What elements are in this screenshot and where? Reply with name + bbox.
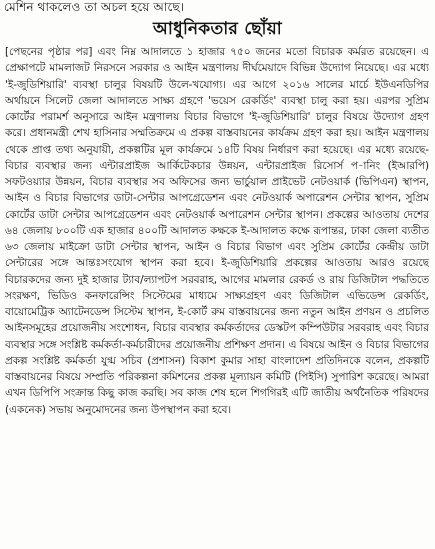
article-body-text: এবং নিম্ন আদালতে ১ হাজার ৭৫০ জনের মতো বিচারক কর্মরত রয়েছেন। এ প্রেক্ষাপটে মামলাজট নিরসনে সরকার ও আইন মন্ত্রণালয় দীর্ঘমেয়াদে বিভিন্ন উদ্যোগ নিয়েছে। এর মধ্যে 'ই-জুডিশিয়ারি' ব্যবস্থা চালুর বিষয়টি উলে-খযোগ্য। এর আগে ২০১৬ সালের মার্চে ইউএনডিপির অর্থায়নে সিলেট জেলা আদালতে সাক্ষ্য গ্রহণে 'ভয়েস রেকর্ডিং' ব্যবস্থা চালু করা হয়। এরপর সুপ্রিম কোর্টের পরামর্শ অনুসারে আইন মন্ত্রণালয় বিচার বিভাগে 'ই-জুডিশিয়ারি' চালুর বিষয়ে উদ্যোগ গ্রহণ করে। প্রধানমন্ত্রী শেখ হাসিনার সম্মতিক্রমে এ প্রকল্প বাস্তবায়নের কার্যক্রম গ্রহণ করা হয়। আইন মন্ত্রণালয় থেকে প্রাপ্ত তথ্য অনুযায়ী, প্রকল্পটির মূল কার্যক্রমে ১৪টি বিষয় নির্ধারণ করা হয়েছে। এর মধ্যে রয়েছে- বিচার ব্যবস্থার জন্য এন্টারপ্রাইজ আর্কিটেকচার উন্নয়ন, এন্টারপ্রাইজ রিসোর্স প-ানিং (ইআরপি) সফটওয়্যার উন্নয়ন, বিচার ব্যবস্থার সব অফিসের জন্য ভার্চুয়াল প্রাইভেট নেটওয়ার্ক (ভিপিএন) স্থাপন, আইন ও বিচার বিভাগের ডাটা-সেন্টার আপগ্রেডেশন এবং নেটওয়ার্ক অপারেশন সেন্টার স্থাপন, সুপ্রিম কোর্টের ডাটা সেন্টার আপগ্রেডেশন এবং নেটওয়ার্ক অপারেশন সেন্টার স্থাপন। প্রকল্পের আওতায় দেশের ৬৪ জেলায় ৮০০টি এক হাজার ৪০০টি আদালত কক্ষকে ই-আদালত কক্ষে রূপান্তর, ঢাকা জেলা ব্যতীত ৬৩ জেলায় মাইক্রো ডাটা সেন্টার স্থাপন, আইন ও বিচার বিভাগ এবং সুপ্রিম কোর্টের কেন্দ্রীয় ডাটা সেন্টারের সঙ্গে আন্তঃসংযোগ স্থাপন করা হবে। ই-জুডিশিয়ারি প্রকল্পের আওতায় আরও রয়েছে বিচারকদের জন্য দুই হাজার ট্যাব/ল্যাপটপ সরবরাহ, আগের মামলার রেকর্ড ও রায় ডিজিটাল পদ্ধতিতে সংরক্ষণ, ভিডিও কনফারেন্সিং সিস্টেমের মাধ্যমে সাক্ষ্যগ্রহণ এবং ডিজিটাল এভিডেন্স রেকর্ডিং, বায়োমেট্রিক অ্যাটেনডেন্স সিস্টেম স্থাপন, ই-কোর্ট রুম বাস্তবায়নের জন্য নতুন আইন প্রণয়ন ও প্রচলিত আইনসমূহের প্রয়োজনীয় সংশোধন, বিচার ব্যবস্থার কর্মকর্তাদের ডেস্কটপ কম্পিউটার সরবরাহ এবং বিচার ব্যবস্থার সঙ্গে সংশ্লিষ্ট কর্মকর্তা-কর্মচারীদের প্রয়োজনীয় প্রশিক্ষণ প্রদান। এ বিষয়ে আইন ও বিচার বিভাগের প্রকল্প সংশ্লিষ্ট কর্মকর্তা যুগ্ম সচিব (প্রশাসন) বিকাশ কুমার সাহা বাংলাদেশ প্রতিদিনকে বলেন, প্রকল্পটি বাস্তবায়নের বিষয়ে সম্প্রতি পরিকল্পনা কমিশনের প্রকল্প মূল্যায়ন কমিটি (পিইসি) সুপারিশ করেছে। আমরা এখন ডিপিপি সংক্রান্ত কিছু কাজ করছি। সব কাজ শেষ হলে শিগগিরই এটি জাতীয় অর্থনৈতিক পরিষদের (একনেক) সভায় অনুমোদনের জন্য উপস্থাপন করা হবে। [5, 46, 429, 416]
article-body [5, 44, 429, 547]
article-headline: আধুনিকতার ছোঁয়া [153, 19, 282, 39]
previous-article-tail: মেশিন থাকলেও তা অচল হয়ে আছে। [4, 0, 185, 14]
continuation-marker: [পেছনের পৃষ্ঠার পর] [5, 46, 93, 58]
